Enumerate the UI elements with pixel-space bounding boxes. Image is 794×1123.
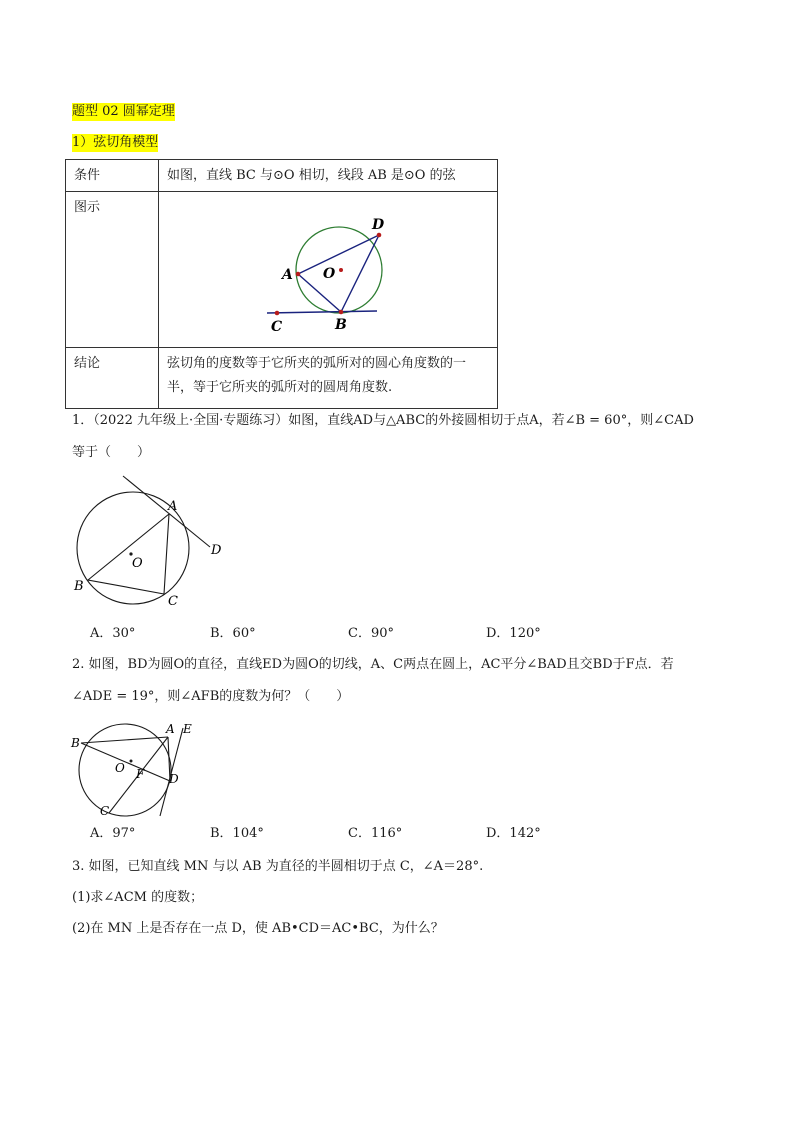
point-c [275,311,280,316]
q1-option-d[interactable]: D．120° [486,626,541,641]
point-b [339,310,344,315]
q2-diameter-bd [81,743,170,781]
q1-stem-line-2: 等于（ ） [72,445,151,460]
q2-label-c: C [100,804,110,818]
q1-tangent-ad [123,476,210,547]
q3-part-1: (1)求∠ACM 的度数； [72,890,204,905]
q2-stem-line-2: ∠ADE = 19°，则∠AFB的度数为何？（ ） [72,689,350,704]
q2-center-o [130,760,133,763]
q1-label-c: C [168,594,178,609]
q1-option-c[interactable]: C．90° [348,626,394,641]
q2-label-f: F [136,767,145,781]
q2-option-d[interactable]: D．142° [486,826,541,841]
q2-label-e: E [183,722,192,736]
conclusion-label: 结论 [66,348,159,409]
q3-part-2: (2)在 MN 上是否存在一点 D，使 AB•CD＝AC•BC，为什么？ [72,921,444,936]
figure-label: 图示 [66,192,159,348]
q1-option-b[interactable]: B．60° [210,626,256,641]
q2-figure [65,718,205,818]
q2-label-a: A [166,722,175,736]
q2-chord-ba [81,737,168,743]
q1-triangle-abc [88,514,169,594]
label-a: A [282,267,293,283]
condition-text: 如图，直线 BC 与⊙O 相切，线段 AB 是⊙O 的弦 [159,160,498,192]
point-d [377,233,382,238]
section-subtitle: 1）弦切角模型 [72,135,159,150]
label-d: D [372,217,385,233]
table-figure [167,196,489,338]
q2-label-b: B [71,736,80,750]
q2-label-o: O [115,761,125,775]
q1-label-b: B [74,579,84,594]
tangent-line-bc [267,311,377,313]
label-b: B [335,317,347,333]
q1-label-o: O [132,556,143,571]
q1-stem-line-1: 1．（2022 九年级上·全国·专题练习）如图，直线AD与△ABC的外接圆相切于点A，若∠B = 60°，则∠CAD [72,413,694,428]
label-o: O [323,266,336,282]
q2-option-a[interactable]: A．97° [90,826,136,841]
q3-stem: 3. 如图，已知直线 MN 与以 AB 为直径的半圆相切于点 C，∠A＝28°. [72,859,484,874]
triangle-abd [298,235,379,312]
conclusion-line-1: 弦切角的度数等于它所夹的弧所对的圆心角度数的一 [167,356,467,371]
condition-label: 条件 [66,160,159,192]
q2-option-c[interactable]: C．116° [348,826,403,841]
q2-option-b[interactable]: B．104° [210,826,264,841]
conclusion-cell [159,348,498,409]
q2-stem-line-1: 2. 如图，BD为圆O的直径，直线ED为圆O的切线，A、C两点在圆上，AC平分∠BAD且交BD于F点．若 [72,657,674,672]
point-a [296,272,301,277]
q2-label-d: D [169,772,179,786]
chord-tangent-model-table [65,159,498,409]
q1-label-a: A [168,499,178,514]
center-o [339,268,343,272]
q1-option-a[interactable]: A．30° [90,626,136,641]
q1-figure [65,470,235,615]
figure-cell [159,192,498,348]
q1-label-d: D [211,543,222,558]
conclusion-line-2: 半，等于它所夹的弧所对的圆周角度数. [167,380,393,395]
label-c: C [271,319,283,335]
section-title: 题型 02 圆幂定理 [72,104,175,119]
